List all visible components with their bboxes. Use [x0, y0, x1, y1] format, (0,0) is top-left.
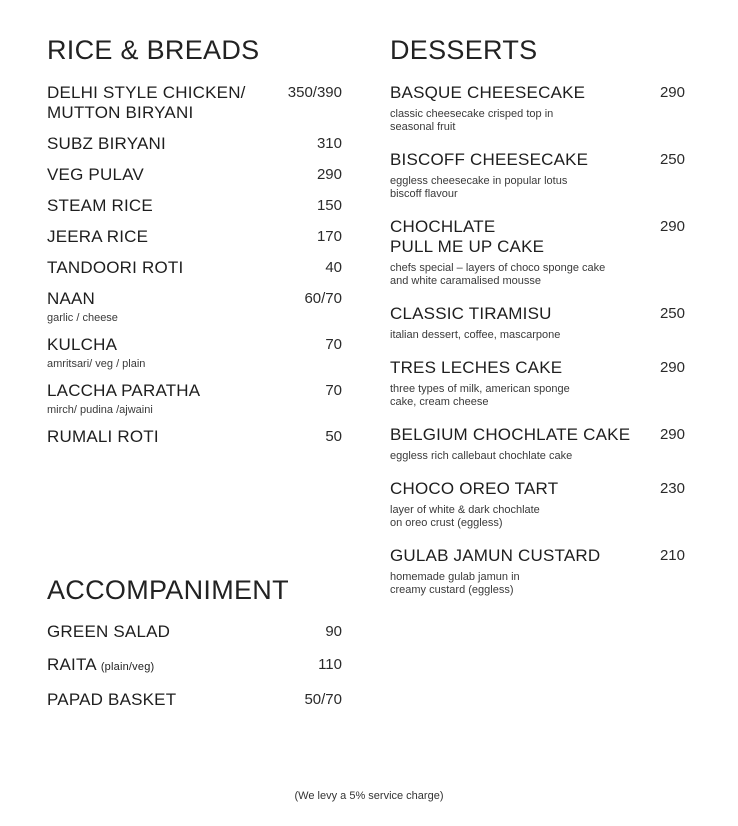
item-price: 290: [316, 166, 342, 183]
item-price: 290: [659, 426, 685, 443]
item-price: 50/70: [304, 691, 342, 708]
item-description: layer of white & dark chochlate on oreo crust (eggless): [390, 504, 540, 529]
menu-item: [390, 358, 685, 409]
item-description: chefs special – layers of choco sponge cake and white caramalised mousse: [390, 262, 606, 287]
item-price: 290: [659, 84, 685, 101]
menu-item: [390, 425, 685, 463]
item-name: NAAN: [47, 289, 96, 308]
menu-item: [47, 83, 342, 123]
menu-item: [390, 217, 685, 288]
item-price: 290: [659, 359, 685, 376]
item-price: 70: [325, 382, 342, 399]
item-name: SUBZ BIRYANI: [47, 134, 166, 153]
item-description: classic cheesecake crisped top in seasonal fruit: [390, 108, 554, 133]
rice-breads-title: RICE & BREADS: [47, 35, 260, 65]
menu-item: [47, 622, 342, 642]
menu-item: [390, 83, 685, 134]
menu-item: [390, 479, 685, 530]
item-price: 90: [325, 623, 342, 640]
item-name: GREEN SALAD: [47, 622, 171, 641]
item-name: PAPAD BASKET: [47, 690, 177, 709]
item-description: amritsari/ veg / plain: [47, 358, 146, 370]
item-price: 110: [318, 656, 342, 673]
item-price: 250: [659, 305, 685, 322]
item-price: 210: [659, 547, 685, 564]
menu-item: [47, 227, 342, 247]
item-description: garlic / cheese: [47, 312, 118, 324]
item-description: italian dessert, coffee, mascarpone: [390, 329, 561, 341]
item-name: RUMALI ROTI: [47, 427, 159, 446]
item-name: BASQUE CHEESECAKE: [390, 83, 586, 102]
item-description: eggless rich callebaut chochlate cake: [390, 450, 573, 462]
item-price: 310: [316, 135, 342, 152]
item-description: mirch/ pudina /ajwaini: [47, 404, 153, 416]
item-description: homemade gulab jamun in creamy custard (eggless): [390, 571, 520, 596]
item-name: TANDOORI ROTI: [47, 258, 184, 277]
menu-item: [47, 655, 342, 677]
menu-item: [47, 690, 342, 710]
item-description: three types of milk, american sponge cake, cream cheese: [390, 383, 570, 408]
item-price: 350/390: [287, 84, 342, 101]
accompaniment-list: [47, 622, 342, 710]
item-suffix: (plain/veg): [100, 661, 155, 673]
item-price: 70: [325, 336, 342, 353]
menu-item: [47, 381, 342, 417]
menu-item: [47, 134, 342, 154]
item-name: BISCOFF CHEESECAKE: [390, 150, 589, 169]
menu-item: [47, 289, 342, 325]
item-description: eggless cheesecake in popular lotus biscoff flavour: [390, 175, 568, 200]
item-name: BELGIUM CHOCHLATE CAKE: [390, 425, 631, 444]
accompaniment-section: [47, 574, 342, 723]
menu-item: [47, 427, 342, 447]
item-name: DELHI STYLE CHICKEN/ MUTTON BIRYANI: [47, 83, 246, 122]
menu-item: [47, 196, 342, 216]
item-name: JEERA RICE: [47, 227, 149, 246]
menu-item: [390, 150, 685, 201]
menu-item: [47, 335, 342, 371]
item-name: GULAB JAMUN CUSTARD: [390, 546, 601, 565]
desserts-list: [390, 83, 685, 597]
rice-breads-section: [47, 34, 342, 458]
item-price: 290: [659, 218, 685, 235]
item-price: 230: [659, 480, 685, 497]
item-name: TRES LECHES CAKE: [390, 358, 563, 377]
item-price: 40: [325, 259, 342, 276]
menu-item: [47, 258, 342, 278]
item-price: 50: [325, 428, 342, 445]
desserts-section: [390, 34, 685, 613]
item-name: VEG PULAV: [47, 165, 144, 184]
item-name: CHOCO OREO TART: [390, 479, 559, 498]
item-name: CHOCHLATE PULL ME UP CAKE: [390, 217, 545, 256]
item-price: 250: [659, 151, 685, 168]
item-price: 170: [316, 228, 342, 245]
item-name: KULCHA: [47, 335, 118, 354]
item-name: CLASSIC TIRAMISU: [390, 304, 552, 323]
item-price: 60/70: [304, 290, 342, 307]
item-name: RAITA (plain/veg): [47, 655, 155, 674]
service-charge-note: (We levy a 5% service charge): [294, 790, 444, 802]
accompaniment-title: ACCOMPANIMENT: [47, 575, 289, 605]
rice-breads-list: [47, 83, 342, 447]
menu-item: [47, 165, 342, 185]
item-name: LACCHA PARATHA: [47, 381, 201, 400]
item-price: 150: [316, 197, 342, 214]
item-name: STEAM RICE: [47, 196, 153, 215]
desserts-title: DESSERTS: [390, 35, 538, 65]
menu-item: [390, 304, 685, 342]
menu-item: [390, 546, 685, 597]
